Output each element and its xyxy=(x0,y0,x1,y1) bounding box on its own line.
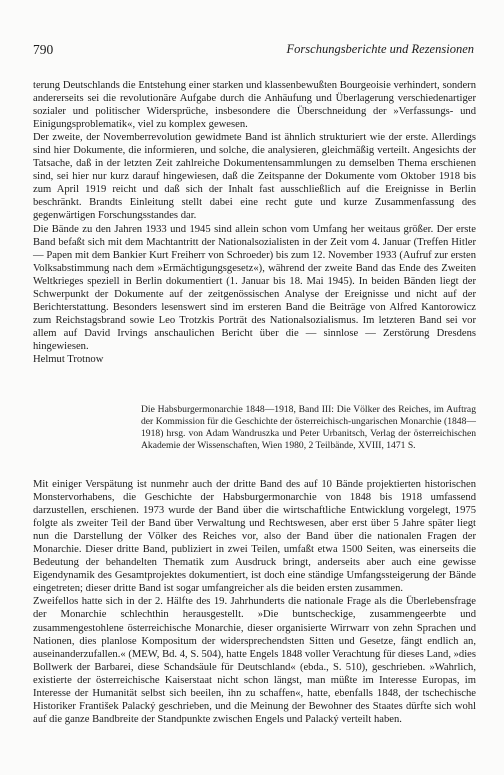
paragraph: Die Bände zu den Jahren 1933 und 1945 sind allein schon vom Umfang her weitaus größer. Der erste Band befaßt sich mit dem Machtantritt der Nationalsozialisten in der Zeit vom 4. Januar (Treffen Hitler — Papen mit dem Bankier Kurt Freiherr von Schroeder) bis zum 12. November 1933 (Aufruf zur ersten Volksabstimmung nach dem »Ermächtigungsgesetz«), während der zweite Band das Ende des Zweiten Weltkrieges speziell in Berlin dokumentiert (1. Januar bis 18. Mai 1945). In beiden Bänden liegt der Schwerpunkt der Dokumente auf der zeitgenössischen Analyse der Ereignisse und nicht auf der Berichterstattung. Besonders lesenswert sind im ersteren Band die Beiträge von Alfred Kantorowicz zum Reichstagsbrand sowie Leo Trotzkis Porträt des Nationalsozialismus. Im letzteren Band sei vor allem auf David Irvings anschaulichen Bericht über die — sinnlose — Zerstörung Dresdens hingewiesen. xyxy=(33,223,476,352)
paragraph: Mit einiger Verspätung ist nunmehr auch der dritte Band des auf 10 Bände projektierten historischen Monstervorhabens, die Geschichte der Habsburgermonarchie von 1848 bis 1918 umfassend darzustellen, erschienen. 1973 wurde der Band über die wirtschaftliche Entwicklung vorgelegt, 1975 folgte als zweiter Teil der Band über Verwaltung und Rechtswesen, aber erst über 5 Jahre später liegt nun die Darstellung der Völker des Reiches vor, also der Band über die nationalen Fragen der Monarchie. Dieser dritte Band, publiziert in zwei Teilen, umfaßt etwa 1500 Seiten, was einerseits die Bedeutung der behandelten Thematik zum Ausdruck bringt, anderseits aber auch eine gewisse Eigendynamik des Gesamtprojektes dokumentiert, ist doch eine ständige Umfangssteigerung der Bände eingetreten; dieser dritte Band ist sogar umfangreicher als die beiden ersten zusammen. xyxy=(33,479,476,595)
running-title: Forschungsberichte und Rezensionen xyxy=(286,42,474,56)
page-header xyxy=(33,42,474,58)
page-number: 790 xyxy=(33,42,54,57)
book-citation: Die Habsburgermonarchie 1848—1918, Band III: Die Völker des Reiches, im Auftrag der Kommission für die Geschichte der österreichisch-ungarischen Monarchie (1848—1918) hrsg. von Adam Wandruszka und Peter Urbanitsch, Verlag der österreichischen Akademie der Wissenschaften, Wien 1980, 2 Teilbände, XVIII, 1471 S. xyxy=(141,404,476,451)
paragraph: Zweifellos hatte sich in der 2. Hälfte des 19. Jahrhunderts die nationale Frage als die Überlebensfrage der Monarchie schlechthin herausgestellt. »Die buntscheckige, zusammengeerbte und zusammengestohlene österreichische Monarchie, dieser organisierte Wirrwarr von zehn Sprachen und Nationen, dies planlose Kompositum der widersprechendsten Sitten und Gesetze, fängt endlich an, auseinanderzufallen.« (MEW, Bd. 4, S. 504), hatte Engels 1848 voller Verachtung für dieses Land, »dies Bollwerk der Barbarei, diese Schandsäule für Deutschland« (ebda., S. 510), geschrieben. »Wahrlich, existierte der österreichische Kaiserstaat nicht schon längst, man müßte im Interesse Europas, im Interesse der Humanität selbst sich beeilen, ihn zu schaffen«, hatte, ebenfalls 1848, der tschechische Historiker František Palacký geschrieben, und die Meinung der Bewohner des Staates dürfte sich wohl auf die ganze Bandbreite der Standpunkte zwischen Engels und Palacký verteilt haben. xyxy=(33,596,476,725)
paragraph: Der zweite, der Novemberrevolution gewidmete Band ist ähnlich strukturiert wie der erste. Allerdings sind hier Dokumente, die informieren, und solche, die analysieren, gleichmäßig verteilt. Angesichts der Tatsache, daß in der letzten Zeit zahlreiche Dokumentensammlungen zu demselben Thema erschienen sind, sei hier nur kurz darauf hingewiesen, daß die Zeitspanne der Dokumente vom Oktober 1918 bis zum April 1919 reicht und daß sich der Inhalt fast ausschließlich auf die Ereignisse in Berlin beschränkt. Brandts Einleitung stellt dabei eine recht gute und kurze Zusammenfassung des gegenwärtigen Forschungsstandes dar. xyxy=(33,132,476,222)
review-habsburg-section xyxy=(33,478,476,726)
review-trotnow-section xyxy=(33,79,476,366)
author-signature: Helmut Trotnow xyxy=(33,353,104,365)
paragraph: terung Deutschlands die Entstehung einer starken und klassenbewußten Bourgeoisie verhindert, sondern andererseits sei die revolutionäre Aufgabe durch die Anhäufung und Überlagerung verschiedenartiger sozialer und politischer Widersprüche, insbesondere die Überschneidung der »Verfassungs- und Einigungsproblematik«, viel zu komplex gewesen. xyxy=(33,80,476,131)
